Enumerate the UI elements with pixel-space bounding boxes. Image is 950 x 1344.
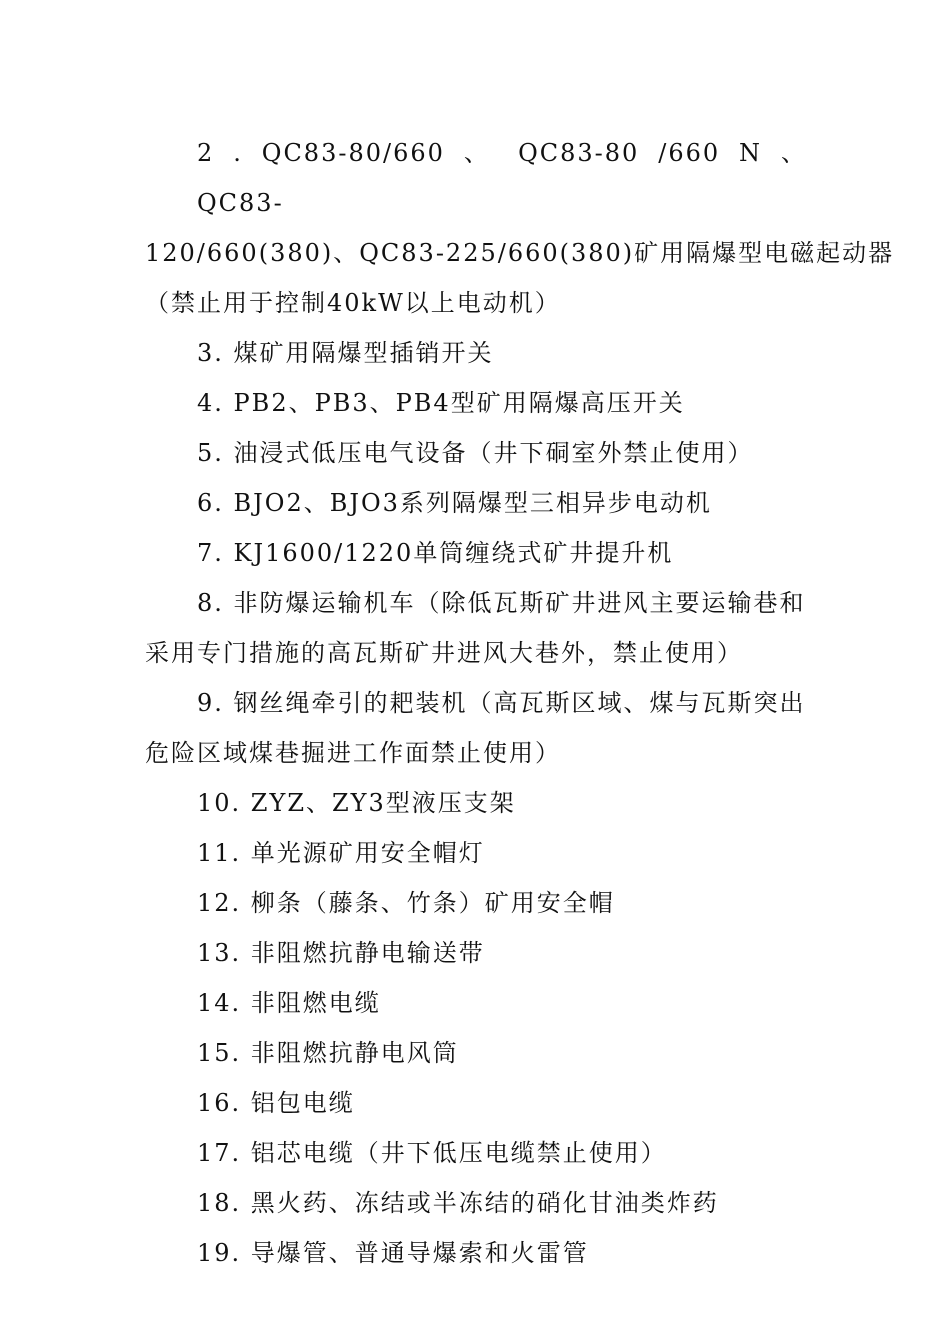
- list-item-line: 13. 非阻燃抗静电输送带: [197, 939, 485, 967]
- list-item-line: 18. 黑火药、冻结或半冻结的硝化甘油类炸药: [197, 1189, 719, 1217]
- list-item-line: 9. 钢丝绳牵引的耙装机（高瓦斯区域、煤与瓦斯突出: [197, 689, 806, 717]
- list-item-line: （禁止用于控制40kW以上电动机）: [145, 289, 561, 317]
- list-item-12: [145, 878, 807, 928]
- list-item-line: 8. 非防爆运输机车（除低瓦斯矿井进风主要运输巷和: [197, 589, 806, 617]
- list-item-16: [145, 1078, 807, 1128]
- list-item-3: [145, 328, 807, 378]
- list-item-line: 120/660(380)、QC83-225/660(380)矿用隔爆型电磁起动器: [145, 239, 895, 267]
- list-item-4: [145, 378, 807, 428]
- list-item-line: 6. BJO2、BJO3系列隔爆型三相异步电动机: [197, 489, 712, 517]
- list-item-line: 采用专门措施的高瓦斯矿井进风大巷外，禁止使用）: [145, 639, 743, 667]
- list-item-line: 11. 单光源矿用安全帽灯: [197, 839, 485, 867]
- list-item-10: [145, 778, 807, 828]
- list-item-15: [145, 1028, 807, 1078]
- list-item-line: 19. 导爆管、普通导爆索和火雷管: [197, 1239, 589, 1267]
- document-body: [145, 128, 895, 1278]
- list-item-line: 7. KJ1600/1220单筒缠绕式矿井提升机: [197, 539, 674, 567]
- list-item-line: 14. 非阻燃电缆: [197, 989, 381, 1017]
- list-item-line: 2 . QC83-80/660 、 QC83-80 /660 N 、 QC83-: [197, 139, 807, 217]
- list-item-line: 3. 煤矿用隔爆型插销开关: [197, 339, 494, 367]
- list-item-line: 4. PB2、PB3、PB4型矿用隔爆高压开关: [197, 389, 685, 417]
- list-item-17: [145, 1128, 807, 1178]
- list-item-14: [145, 978, 807, 1028]
- list-item-line: 16. 铝包电缆: [197, 1089, 355, 1117]
- list-item-line: 10. ZYZ、ZY3型液压支架: [197, 789, 516, 817]
- list-item-8: [145, 578, 807, 678]
- list-item-18: [145, 1178, 807, 1228]
- list-item-line: 危险区域煤巷掘进工作面禁止使用）: [145, 739, 561, 767]
- list-item-6: [145, 478, 807, 528]
- list-item-line: 5. 油浸式低压电气设备（井下硐室外禁止使用）: [197, 439, 754, 467]
- list-item-9: [145, 678, 807, 778]
- list-item-13: [145, 928, 807, 978]
- list-item-line: 12. 柳条（藤条、竹条）矿用安全帽: [197, 889, 615, 917]
- list-item-7: [145, 528, 807, 578]
- list-item-11: [145, 828, 807, 878]
- list-item-19: [145, 1228, 807, 1278]
- list-item-line: 17. 铝芯电缆（井下低压电缆禁止使用）: [197, 1139, 667, 1167]
- list-item-line: 15. 非阻燃抗静电风筒: [197, 1039, 459, 1067]
- list-item-5: [145, 428, 807, 478]
- list-item-2: [145, 128, 895, 328]
